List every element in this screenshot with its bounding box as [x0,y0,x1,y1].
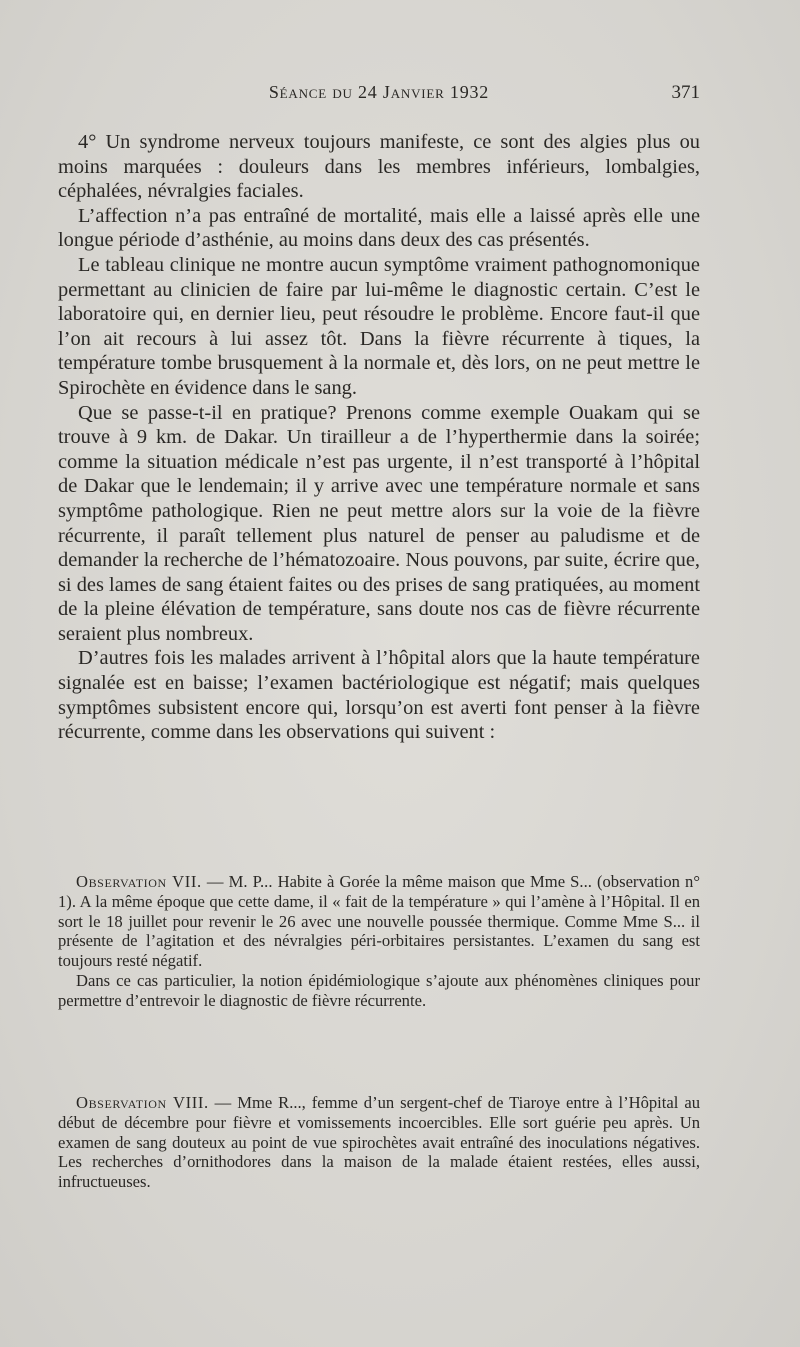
observation-8-text [58,1093,700,1192]
main-text [58,130,700,745]
paragraph-mortality: L’affection n’a pas entraîné de mortalité, mais elle a laissé après elle une longue période d’asthénie, au moins dans deux des cas présentés. [58,204,700,252]
observation-8-body: — Mme R..., femme d’un sergent-chef de Tiaroye entre à l’Hôpital au début de décembre pour fièvre et vomissements incoercibles. Elle sort guérie peu après. Un examen de sang douteux au point de vue spirochètes avait entraîné des inoculations négatives. Les recherches d’ornithodores dans la maison de la malade étaient restées, elles aussi, infructueuses. [58,1093,700,1192]
paragraph-practice: Que se passe-t-il en pratique? Prenons comme exemple Ouakam qui se trouve à 9 km. de Dakar. Un tirailleur a de l’hyperthermie dans la soirée; comme la situation médicale n’est pas urgente, il n’est transporté à l’hôpital de Dakar que le lendemain; il y arrive avec une température normale et sans symptôme pathologique. Rien ne peut mettre alors sur la voie de la fièvre récurrente, il paraît tellement plus naturel de penser au paludisme et de demander la recherche de l’hématozoaire. Nous pouvons, par suite, écrire que, si des lames de sang étaient faites ou des prises de sang pratiquées, au moment de la pleine élévation de température, sans doute nos cas de fièvre récurrente seraient plus nombreux. [58,401,700,645]
page-header [58,82,700,110]
observation-7-text [58,872,700,971]
observation-8 [58,1093,700,1192]
observation-7-label: Observation VII. [76,872,202,891]
observation-7 [58,872,700,1011]
observation-7-followup: Dans ce cas particulier, la notion épidémiologique s’ajoute aux phénomènes cliniques pour permettre d’entrevoir le diagnostic de fièvre récurrente. [58,970,700,1010]
observation-7-body: — M. P... Habite à Gorée la même maison que Mme S... (observation n° 1). A la même époque que cette dame, il « fait de la température » qui l’amène à l’Hôpital. Il en sort le 18 juillet pour revenir le 26 avec une nouvelle poussée thermique. Comme Mme S... il présente de l’agitation et des névralgies péri-orbitaires persistantes. L’examen du sang est toujours resté négatif. [58,872,700,971]
observation-8-label: Observation VIII. [76,1093,209,1112]
paragraph-other-cases: D’autres fois les malades arrivent à l’hôpital alors que la haute température signalée est en baisse; l’examen bactériologique est négatif; mais quelques symptômes subsistent encore qui, lorsqu’on est averti font penser à la fièvre récurrente, comme dans les observations qui suivent : [58,647,700,744]
page-number: 371 [671,82,700,103]
paragraph-diagnosis: Le tableau clinique ne montre aucun symptôme vraiment pathognomonique permettant au clinicien de faire par lui-même le diagnostic certain. C’est le laboratoire qui, en dernier lieu, peut résoudre le problème. Encore faut-il que l’on ait recours à lui assez tôt. Dans la fièvre récurrente à tiques, la température tombe brusquement à la normale et, dès lors, on ne peut mettre le Spirochète en évidence dans le sang. [58,253,700,399]
paragraph-symptoms: 4° Un syndrome nerveux toujours manifeste, ce sont des algies plus ou moins marquées : douleurs dans les membres inférieurs, lombalgies, céphalées, névralgies faciales. [58,131,700,203]
running-title: Séance du 24 Janvier 1932 [268,82,490,102]
